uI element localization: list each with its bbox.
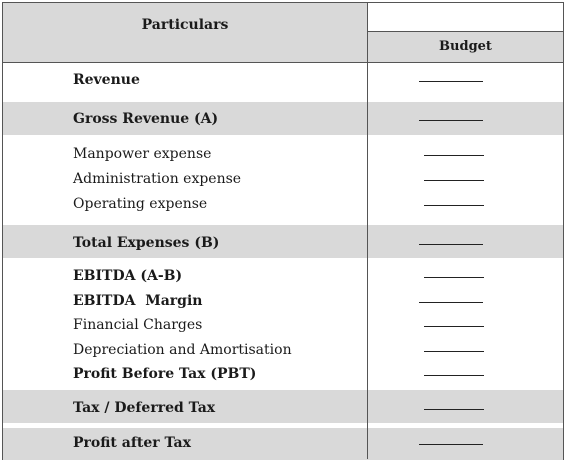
budget-value-dash	[424, 375, 484, 376]
budget-value-dash	[424, 277, 484, 278]
table-row	[3, 264, 563, 288]
table-row	[3, 289, 563, 313]
row-label: EBITDA Margin	[73, 293, 203, 309]
header-particulars: Particulars	[141, 17, 229, 33]
budget-value-dash	[424, 409, 484, 410]
row-label: Total Expenses (B)	[73, 235, 220, 251]
budget-value-dash	[419, 120, 483, 121]
table-row	[3, 231, 563, 255]
header-budget-cell	[368, 32, 563, 63]
table-row	[3, 431, 563, 455]
budget-value-dash	[424, 351, 484, 352]
table-row	[3, 313, 563, 337]
row-label: Manpower expense	[73, 146, 212, 162]
row-label: Revenue	[73, 72, 140, 88]
table-row	[3, 142, 563, 166]
row-label: Gross Revenue (A)	[73, 111, 219, 127]
row-label: Profit Before Tax (PBT)	[73, 366, 257, 382]
row-label: Operating expense	[73, 196, 208, 212]
header-budget: Budget	[439, 39, 492, 54]
budget-value-dash	[419, 444, 483, 445]
table-row	[3, 107, 563, 131]
row-label: Profit after Tax	[73, 435, 191, 451]
table-row	[3, 167, 563, 191]
budget-value-dash	[424, 155, 484, 156]
row-label: Tax / Deferred Tax	[73, 400, 216, 416]
budget-value-dash	[419, 81, 483, 82]
table-row	[3, 338, 563, 362]
budget-value-dash	[419, 244, 483, 245]
row-label: Financial Charges	[73, 317, 203, 333]
row-label: EBITDA (A-B)	[73, 268, 183, 284]
table-row	[3, 192, 563, 216]
budget-table	[2, 2, 564, 460]
table-row	[3, 68, 563, 92]
header-blank-cell	[368, 3, 563, 32]
budget-value-dash	[424, 180, 484, 181]
header-particulars-cell	[3, 3, 367, 63]
budget-value-dash	[419, 302, 483, 303]
row-label: Administration expense	[73, 171, 242, 187]
budget-value-dash	[424, 326, 484, 327]
row-label: Depreciation and Amortisation	[73, 342, 292, 358]
budget-value-dash	[424, 205, 484, 206]
table-row	[3, 396, 563, 420]
table-row	[3, 362, 563, 386]
